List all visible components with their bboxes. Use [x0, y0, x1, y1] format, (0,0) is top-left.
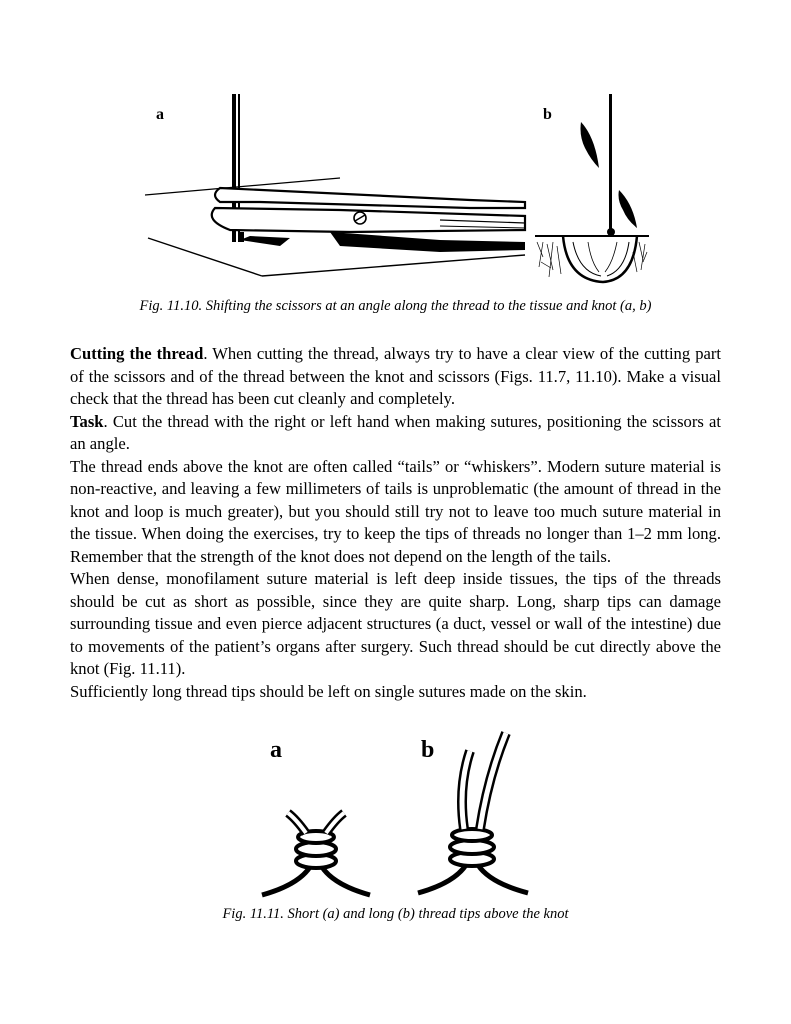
paragraph-skin-sutures — [70, 681, 721, 704]
paragraph-monofilament — [70, 568, 721, 681]
paragraph-cutting-thread — [70, 343, 721, 411]
paragraph-lead: Cutting the thread — [70, 344, 204, 363]
paragraph-task — [70, 411, 721, 456]
figure-11-10-label-a: a — [156, 106, 164, 123]
figure-11-10-caption: Fig. 11.10. Shifting the scissors at an angle along the thread to the tissue and knot (a, b) — [139, 298, 652, 314]
paragraph-text: . When cutting the thread, always try to have a clear view of the cutting part of the scissors and of the thread between the knot and scissors (Figs. 11.7, 11.10). Make a visual check that the thread has been cut cleanly and completely. — [70, 344, 721, 408]
body-text — [70, 343, 721, 703]
paragraph-tails — [70, 456, 721, 569]
paragraph-lead: Task — [70, 411, 104, 431]
figure-11-11a-short-tips-knot — [258, 805, 374, 901]
paragraph-text: When dense, monofilament suture material is left deep inside tissues, the tips of the threads should be cut as short as possible, since they are quite sharp. Long, sharp tips can damage surrounding tissue and even pierce adjacent structures (a duct, vessel or wall of the intestine) due to movements of the patient’s organs after surgery. Such thread should be cut directly above the knot (Fig. 11.11). — [70, 569, 721, 678]
figure-11-10-label-b: b — [543, 106, 552, 123]
figure-11-11-label-a: a — [270, 737, 282, 763]
paragraph-text: The thread ends above the knot are often called “tails” or “whiskers”. Modern suture material is non-reactive, and leaving a few millimeters of tails is unproblematic (the amount of thread in the knot and loop is much greater), but you should still try not to leave too much suture material in the tissue. When doing the exercises, try to keep the tips of threads no longer than 1–2 mm long. Remember that the strength of the knot does not depend on the length of the tails. — [70, 456, 721, 566]
figure-11-11-label-b: b — [421, 737, 435, 763]
paragraph-text: . Cut the thread with the right or left hand when making sutures, positioning the scissors at an angle. — [70, 411, 721, 453]
figure-11-11-caption: Fig. 11.11. Short (a) and long (b) thread tips above the knot — [222, 906, 569, 922]
figure-11-11b-long-tips-knot — [414, 727, 532, 899]
figure-11-10a-scissors-illustration — [140, 90, 530, 280]
paragraph-text: Sufficiently long thread tips should be left on single sutures made on the skin. — [70, 681, 587, 701]
